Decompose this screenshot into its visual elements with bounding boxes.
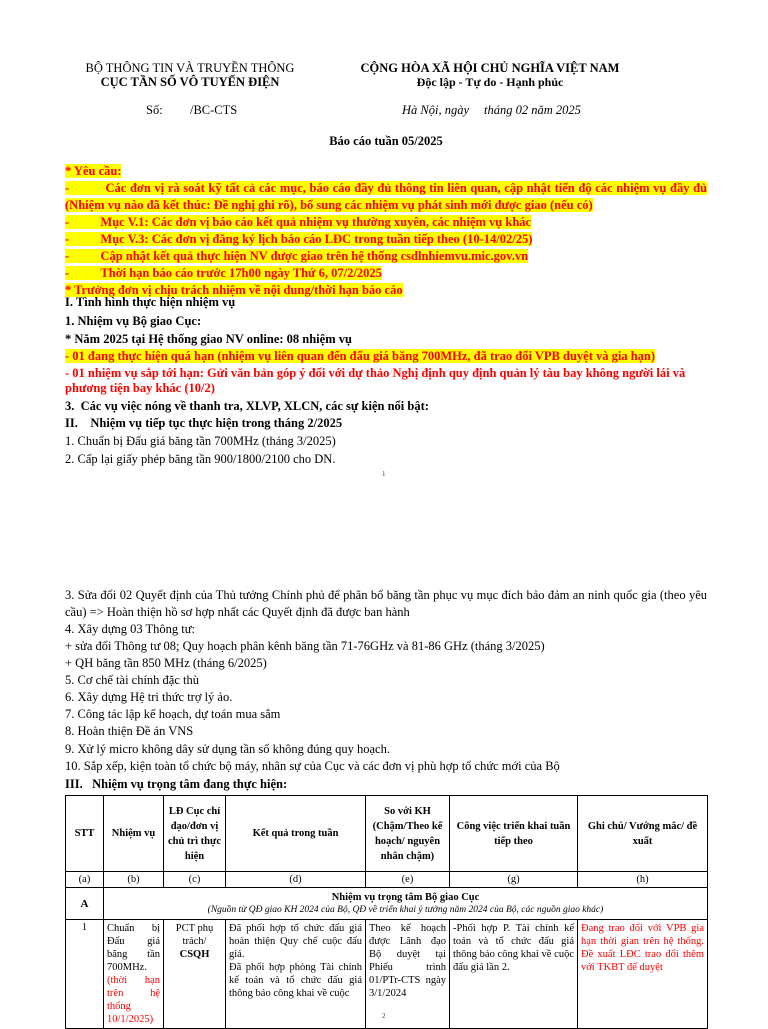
page-number-2: 2 <box>382 1012 386 1020</box>
row-stt: 1 <box>66 920 104 1029</box>
department-name: CỤC TẦN SỐ VÔ TUYẾN ĐIỆN <box>100 75 280 89</box>
place-date: Hà Nội, ngày <box>402 103 470 117</box>
task-item: 10. Sắp xếp, kiện toàn tổ chức bộ máy, nhân sự của Cục và các đơn vị phù hợp tổ chức mới của Bộ <box>65 759 560 773</box>
section-a-title-cell <box>104 888 708 920</box>
row-lead-cell <box>164 920 226 1029</box>
task-item: 4. Xây dựng 03 Thông tư: <box>65 622 195 636</box>
upcoming-task: - 01 nhiệm vụ sắp tới hạn: Gửi văn bản góp ý đối với dự thảo Nghị định quy định quản lý tàu bay không người lái và phương tiện bay khác (10/2) <box>65 366 686 395</box>
row-lead: PCT phụ trách/ <box>175 923 214 947</box>
task-item: 6. Xây dựng Hệ tri thức trợ lý ảo. <box>65 690 233 704</box>
requirement-item: - Các đơn vị rà soát kỹ tất cả các mục, báo cáo đầy đủ thông tin liên quan, cập nhật tiến độ các nhiệm vụ đầy đủ (Nhiệm vụ nào đã kết thúc: Đề nghị ghi rõ), bổ sung các nhiệm vụ phát sinh mới được giao (nếu có) <box>65 181 707 212</box>
ministry-name: BỘ THÔNG TIN VÀ TRUYỀN THÔNG <box>85 61 295 75</box>
col-code: (b) <box>104 872 164 888</box>
section-2-heading: II. Nhiệm vụ tiếp tục thực hiện trong tháng 2/2025 <box>65 416 343 430</box>
task-item: + QH băng tần 850 MHz (tháng 6/2025) <box>65 656 267 670</box>
requirement-item: - Mục V.3: Các đơn vị đăng ký lịch báo cáo LĐC trong tuần tiếp theo (10-14/02/25) <box>65 232 533 246</box>
col-header-note: Ghi chú/ Vướng mắc/ đề xuất <box>578 796 708 872</box>
col-header-task: Nhiệm vụ <box>104 796 164 872</box>
row-result: Đã phối hợp phòng Tài chính kế toán và tổ chức đấu giá thông báo công khai về cuộc <box>229 962 362 999</box>
task-item: 8. Hoàn thiện Đề án VNS <box>65 724 194 738</box>
col-code: (e) <box>366 872 450 888</box>
task-item: 9. Xử lý micro không dây sử dụng tần số không đúng quy hoạch. <box>65 742 390 756</box>
doc-number-label: Số: <box>146 103 163 117</box>
section-1-heading: I. Tình hình thực hiện nhiệm vụ <box>65 295 236 309</box>
requirements-footer: * Trưởng đơn vị chịu trách nhiệm về nội dung/thời hạn báo cáo <box>65 283 403 297</box>
col-code: (g) <box>450 872 578 888</box>
motto: Độc lập - Tự do - Hạnh phúc <box>416 75 564 89</box>
col-code: (h) <box>578 872 708 888</box>
section-a-subtitle: (Nguồn từ QĐ giao KH 2024 của Bộ, QĐ về triển khai ý tưởng năm 2024 của Bộ, các nguồn giao khác) <box>207 904 604 915</box>
table-code-row <box>66 872 708 888</box>
month-year: tháng 02 năm 2025 <box>484 103 581 117</box>
table-header-row <box>66 796 708 872</box>
section-1-sub1: 1. Nhiệm vụ Bộ giao Cục: <box>65 314 202 328</box>
row-note: Đang trao đổi với VPB gia hạn thời gian trên hệ thống. Đề xuất LĐC trao đổi thêm với TKBT để duyệt <box>578 920 708 1029</box>
row-task-deadline: (thời hạn trên hệ thống 10/1/2025) <box>107 975 160 1025</box>
republic-name: CỘNG HÒA XÃ HỘI CHỦ NGHĨA VIỆT NAM <box>360 61 620 75</box>
section-a-row <box>66 888 708 920</box>
col-header-result: Kết quả trong tuần <box>226 796 366 872</box>
col-header-next: Công việc triển khai tuần tiếp theo <box>450 796 578 872</box>
page-number-1: 1 <box>382 470 386 478</box>
col-code: (a) <box>66 872 104 888</box>
row-plan: Theo kế hoạch được Lãnh đạo Bộ duyệt tại Phiếu trình 01/PTr-CTS ngày 3/1/2024 <box>366 920 450 1029</box>
row-result-cell <box>226 920 366 1029</box>
col-header-plan: So với KH (Chậm/Theo kế hoạch/ nguyên nhân chậm) <box>366 796 450 872</box>
overdue-task: - 01 đang thực hiện quá hạn (nhiệm vụ liên quan đến đấu giá băng 700MHz, đã trao đổi VPB duyệt và gia hạn) <box>65 349 656 363</box>
row-task-cell <box>104 920 164 1029</box>
section-a-label: A <box>66 888 104 920</box>
section-1-sub3: 3. Các vụ việc nóng về thanh tra, XLVP, XLCN, các sự kiện nổi bật: <box>65 399 429 413</box>
row-next: -Phối hợp P. Tài chính kế toán và tổ chức đấu giá thông báo công khai về cuộc đấu giá lần 2. <box>450 920 578 1029</box>
section-3-heading: III. Nhiệm vụ trọng tâm đang thực hiện: <box>65 777 288 791</box>
year-summary: * Năm 2025 tại Hệ thống giao NV online: 08 nhiệm vụ <box>65 332 352 346</box>
task-item: 1. Chuẩn bị Đấu giá băng tần 700MHz (tháng 3/2025) <box>65 434 336 448</box>
requirements-block <box>65 163 707 299</box>
task-item: + sửa đổi Thông tư 08; Quy hoạch phân kênh băng tần 71-76GHz và 81-86 GHz (tháng 3/2025) <box>65 639 545 653</box>
focus-tasks-table <box>65 795 708 1029</box>
col-header-lead: LĐ Cục chỉ đạo/đơn vị chủ trì thực hiện <box>164 796 226 872</box>
requirements-heading: * Yêu cầu: <box>65 164 122 178</box>
task-item: 7. Công tác lập kế hoạch, dự toán mua sắm <box>65 707 281 721</box>
header-right <box>330 61 650 89</box>
task-item: 2. Cấp lại giấy phép băng tần 900/1800/2100 cho DN. <box>65 452 336 466</box>
table-row <box>66 920 708 1029</box>
task-item-3: 3. Sửa đổi 02 Quyết định của Thủ tướng Chính phủ để phân bổ băng tần phục vụ mục đích bảo đảm an ninh quốc gia (theo yêu cầu) => Hoàn thiện hồ sơ hợp nhất các Quyết định đã được ban hành <box>65 588 707 619</box>
requirement-item: - Mục V.1: Các đơn vị báo cáo kết quả nhiệm vụ thường xuyên, các nhiệm vụ khác <box>65 215 532 229</box>
col-code: (d) <box>226 872 366 888</box>
requirement-item: - Cập nhật kết quả thực hiện NV được giao trên hệ thống csdlnhiemvu.mic.gov.vn <box>65 249 529 263</box>
section-a-title: Nhiệm vụ trọng tâm Bộ giao Cục <box>331 891 480 903</box>
col-code: (c) <box>164 872 226 888</box>
doc-number-code: /BC-CTS <box>190 103 238 117</box>
row-lead-unit: CSQH <box>179 949 210 960</box>
row-task: Chuẩn bị Đấu giá băng tần 700MHz. <box>107 923 160 973</box>
col-header-stt: STT <box>66 796 104 872</box>
requirement-item: - Thời hạn báo cáo trước 17h00 ngày Thứ 6, 07/2/2025 <box>65 266 382 280</box>
task-item: 5. Cơ chế tài chính đặc thù <box>65 673 200 687</box>
row-result: Đã phối hợp tổ chức đấu giá hoàn thiện Quy chế cuộc đấu giá. <box>229 923 362 960</box>
header-left <box>70 61 310 89</box>
report-title: Báo cáo tuần 05/2025 <box>329 134 443 148</box>
